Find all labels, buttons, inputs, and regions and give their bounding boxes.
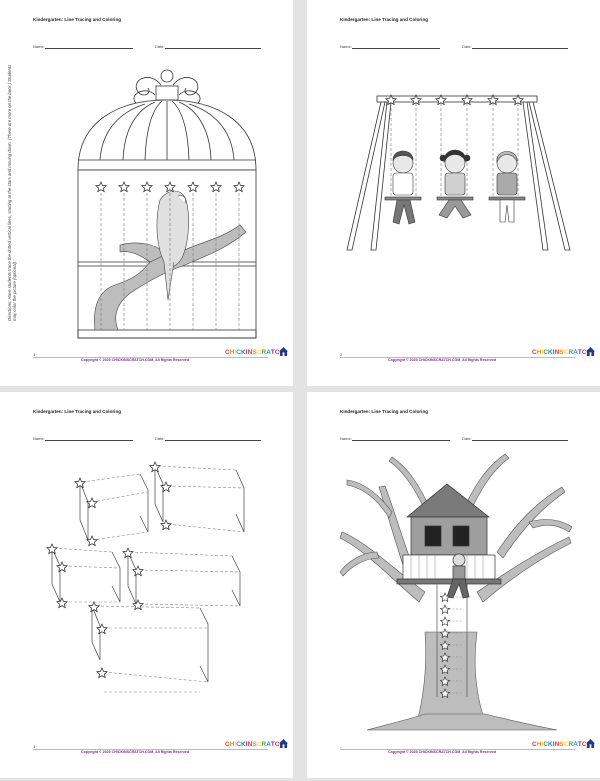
worksheet-page-1 [0, 0, 293, 386]
house-logo-icon [586, 347, 595, 356]
child-middle [437, 150, 473, 218]
logo-letter: I [234, 741, 237, 748]
zigzag-paths-illustration [0, 392, 293, 778]
logo-letter: A [573, 349, 578, 356]
logo-letter: C [236, 741, 242, 748]
logo-letter: K [241, 741, 246, 748]
house-logo-icon [279, 739, 288, 748]
logo-letter: T [577, 741, 582, 748]
logo-letter: H [536, 349, 542, 356]
logo-letter: I [541, 741, 544, 748]
logo-letter: N [554, 349, 560, 356]
logo-letter: A [266, 741, 271, 748]
logo-letter: C [532, 349, 537, 356]
logo-letter: K [548, 741, 553, 748]
logo-letter: C [543, 741, 549, 748]
brand-logo [225, 349, 284, 356]
date-label: Date: [155, 44, 165, 49]
logo-letter: C [236, 349, 242, 356]
child-left [385, 151, 421, 224]
logo-letter: K [548, 349, 553, 356]
child-right [489, 152, 525, 223]
logo-letter: I [552, 349, 555, 356]
worksheet-title: Kindergarten: Line Tracing and Coloring [340, 17, 429, 22]
logo-letter: R [261, 349, 267, 356]
name-label: Name: [340, 436, 352, 441]
directions-text: Directions: Have students trace the dotted vertical lines, starting at the stars and moving down. (There are more on the back.) Students may color the picture (optional). [7, 64, 17, 321]
logo-letter: C [225, 741, 230, 748]
logo-letter: R [568, 349, 574, 356]
birdcage-illustration [0, 0, 293, 386]
page-number: 1 [33, 744, 36, 749]
page-number: 2 [340, 352, 343, 357]
worksheet-title: Kindergarten: Line Tracing and Coloring [33, 17, 122, 22]
logo-letter: R [568, 741, 574, 748]
logo-letter: N [247, 741, 253, 748]
swing-set-illustration [307, 0, 600, 386]
copyright-text: Copyright © 2025 CHICKINSCRATCH.COM. All Rights Reserved [81, 750, 190, 754]
logo-letter: C [256, 349, 262, 356]
logo-letter: H [229, 349, 235, 356]
date-label: Date: [155, 436, 165, 441]
logo-letter: C [225, 349, 230, 356]
logo-letter: I [552, 741, 555, 748]
logo-letter: C [274, 741, 280, 748]
logo-letter: C [532, 741, 537, 748]
logo-letter: C [563, 741, 569, 748]
logo-letter: C [274, 349, 280, 356]
house-logo-icon [279, 347, 288, 356]
logo-letter: S [252, 349, 257, 356]
logo-letter: K [241, 349, 246, 356]
logo-letter: T [270, 741, 275, 748]
worksheet-page-4 [307, 392, 600, 778]
logo-letter: T [270, 349, 275, 356]
logo-letter: T [577, 349, 582, 356]
worksheet-page-3 [0, 392, 293, 778]
logo-letter: S [559, 349, 564, 356]
worksheet-page-2 [307, 0, 600, 386]
copyright-text: Copyright © 2025 CHICKINSCRATCH.COM. All Rights Reserved [388, 358, 497, 362]
name-label: Name: [340, 44, 352, 49]
logo-letter: C [543, 349, 549, 356]
brand-logo [532, 349, 591, 356]
page-number: 1 [33, 352, 36, 357]
logo-letter: I [245, 349, 248, 356]
logo-letter: I [245, 741, 248, 748]
logo-letter: S [559, 741, 564, 748]
trace-star-icons [441, 593, 450, 698]
house-logo-icon [586, 739, 595, 748]
logo-letter: A [573, 741, 578, 748]
brand-logo [532, 741, 591, 748]
logo-letter: H [536, 741, 542, 748]
brand-logo [225, 741, 284, 748]
page-number: - [340, 744, 342, 749]
logo-letter: R [261, 741, 267, 748]
date-label: Date: [462, 436, 472, 441]
logo-letter: A [266, 349, 271, 356]
worksheet-title: Kindergarten: Line Tracing and Coloring [33, 409, 122, 414]
date-label: Date: [462, 44, 472, 49]
name-label: Name: [33, 44, 45, 49]
logo-letter: I [541, 349, 544, 356]
logo-letter: C [563, 349, 569, 356]
copyright-text: Copyright © 2025 CHICKINSCRATCH.COM. All Rights Reserved [81, 358, 190, 362]
logo-letter: N [247, 349, 253, 356]
worksheet-title: Kindergarten: Line Tracing and Coloring [340, 409, 429, 414]
logo-letter: S [252, 741, 257, 748]
treehouse-illustration [307, 392, 600, 778]
copyright-text: Copyright © 2025 CHICKINSCRATCH.COM. All Rights Reserved [388, 750, 497, 754]
logo-letter: I [234, 349, 237, 356]
logo-letter: C [581, 349, 587, 356]
name-label: Name: [33, 436, 45, 441]
logo-letter: C [256, 741, 262, 748]
logo-letter: H [229, 741, 235, 748]
trace-star-icons [47, 462, 171, 678]
logo-letter: C [581, 741, 587, 748]
logo-letter: N [554, 741, 560, 748]
